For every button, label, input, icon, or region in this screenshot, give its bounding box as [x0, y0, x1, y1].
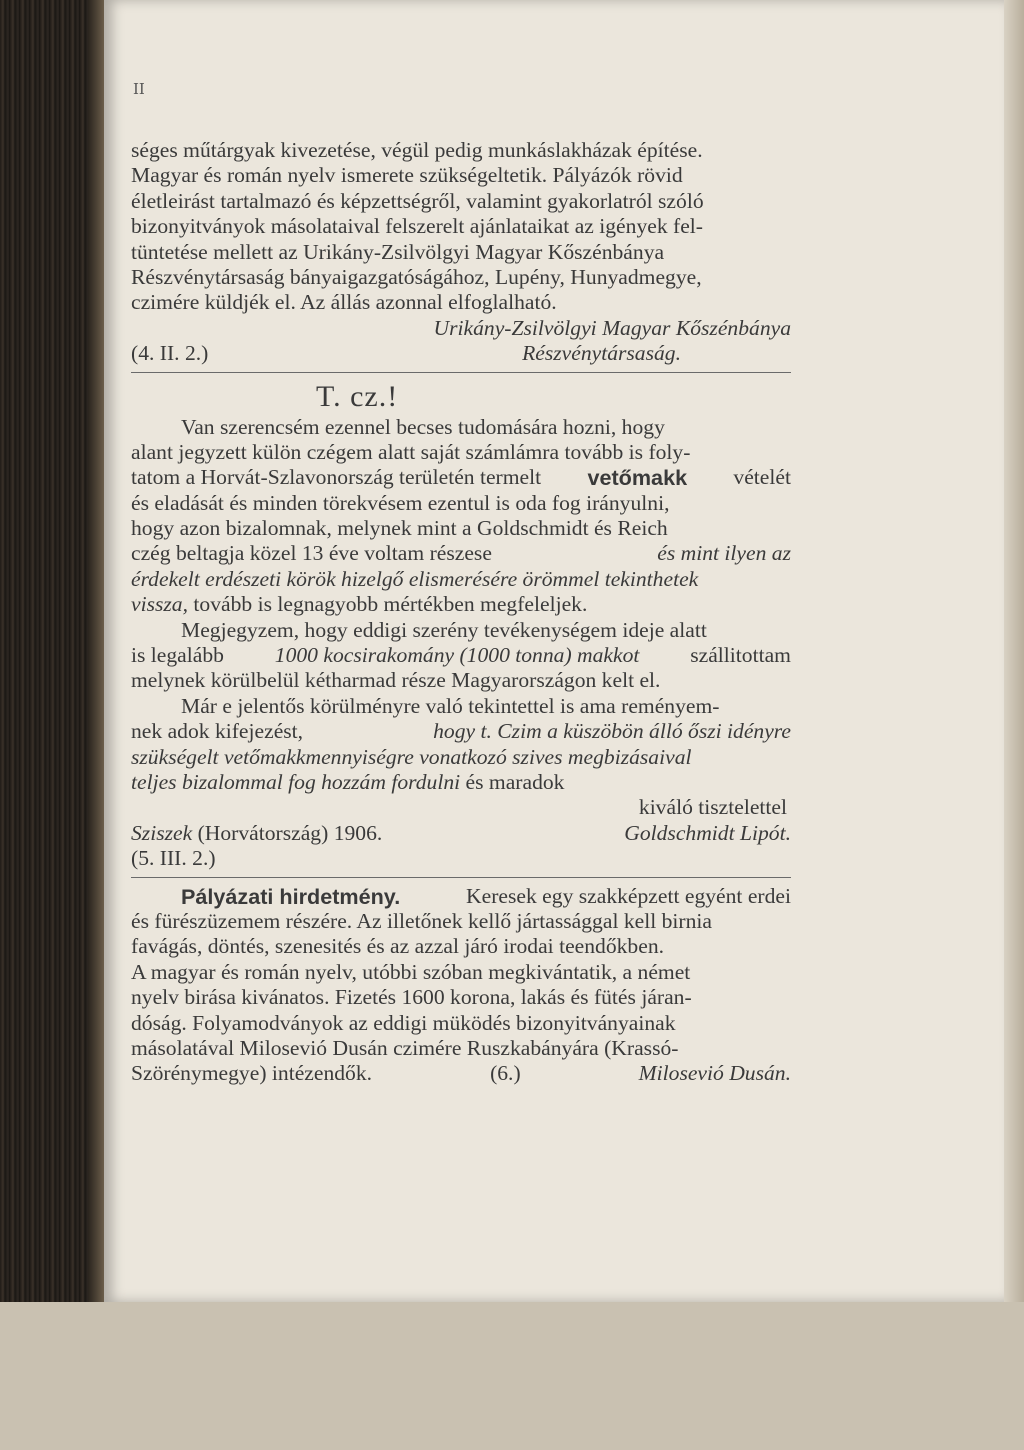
- text-line: [131, 465, 791, 490]
- heading: T. cz.!: [316, 379, 399, 413]
- text-span: szállitottam: [690, 643, 791, 668]
- divider: [131, 367, 791, 379]
- text-line: melynek körülbelül kétharmad része Magyarországon kelt el.: [131, 668, 661, 693]
- text-span: (Horvátország) 1906.: [197, 820, 383, 845]
- italic-text: hogy t. Czim a küszöbön álló őszi idényre: [433, 719, 791, 744]
- text-line: érdekelt erdészeti körök hizelgő elismerésére örömmel tekinthetek: [131, 566, 699, 591]
- text-line: [131, 592, 791, 617]
- place-line: [131, 821, 791, 846]
- text-line: és fürészüzemem részére. Az illetőnek kellő jártassággal kell birnia: [131, 908, 712, 933]
- signature: Részvénytársaság.: [522, 341, 681, 366]
- text-span: nek adok kifejezést,: [131, 719, 304, 744]
- text-line: és eladását és minden törekvésem ezentul is oda fog irányulni,: [131, 490, 670, 515]
- text-span: Szörénymegye) intézendők.: [131, 1061, 373, 1086]
- page-text: [131, 138, 791, 1087]
- italic-text: 1000 kocsirakomány (1000 tonna) makkot: [274, 643, 640, 668]
- place: [131, 821, 382, 846]
- text-line: [131, 643, 791, 668]
- italic-text: teljes bizalommal fog hozzám fordulni: [131, 769, 461, 794]
- italic-text: és mint ilyen az: [657, 541, 791, 566]
- date: (5. III. 2.): [131, 846, 216, 871]
- text-line: favágás, döntés, szenesités és az azzal járó irodai teendőkben.: [131, 934, 665, 959]
- text-line: szükségelt vetőmakkmennyiségre vonatkozó szives megbizásaival: [131, 744, 692, 769]
- text-line: czimére küldjék el. Az állás azonnal elfoglalható.: [131, 290, 557, 315]
- signature: Urikány-Zsilvölgyi Magyar Kőszénbánya: [433, 315, 791, 340]
- date-line: [131, 341, 791, 366]
- text-line: Megjegyzem, hogy eddigi szerény tevékenységem ideje alatt: [181, 617, 707, 642]
- text-span: czég beltagja közel 13 éve voltam részese: [131, 541, 492, 566]
- text-span: tatom a Horvát-Szlavonország területén termelt: [131, 465, 542, 490]
- scan-background: [0, 1302, 1024, 1450]
- text-line: [131, 884, 791, 909]
- text-span: vételét: [733, 465, 791, 490]
- text-line: nyelv birása kivánatos. Fizetés 1600 korona, lakás és fütés járan-: [131, 985, 692, 1010]
- page-number: II: [133, 80, 145, 98]
- italic-text: vissza,: [131, 592, 188, 617]
- text-line: [131, 1061, 791, 1086]
- text-span: tovább is legnagyobb mértékben megfeleljek.: [193, 592, 588, 617]
- text-line: [131, 719, 791, 744]
- signature: Milosevió Dusán.: [638, 1061, 791, 1086]
- spine-edge: [88, 0, 104, 1302]
- ad-goldschmidt: [131, 379, 791, 872]
- closing: kiváló tisztelettel: [638, 795, 787, 820]
- text-span: és maradok: [465, 769, 565, 794]
- signature: Goldschmidt Lipót.: [624, 820, 791, 845]
- text-line: bizonyitványok másolataival felszerelt ajánlataikat az igények fel-: [131, 214, 703, 239]
- text-line: [131, 541, 791, 566]
- text-line: Magyar és román nyelv ismerete szükségeltetik. Pályázók rövid: [131, 163, 683, 188]
- text-line: dóság. Folyamodványok az eddigi müködés bizonyitványainak: [131, 1010, 676, 1035]
- ad-urikany: [131, 138, 791, 367]
- text-span: (6.): [490, 1061, 521, 1086]
- bold-text: vetőmakk: [587, 465, 688, 491]
- divider: [131, 872, 791, 884]
- text-line: életleirást tartalmazó és képzettségről, valamint gyakorlatról szóló: [131, 188, 704, 213]
- text-line: [131, 770, 791, 795]
- text-line: alant jegyzett külön czégem alatt saját számlámra tovább is foly-: [131, 439, 691, 464]
- italic-text: Sziszek: [131, 820, 193, 845]
- ad-title: Pályázati hirdetmény.: [181, 883, 401, 909]
- text-line: hogy azon bizalomnak, melynek mint a Goldschmidt és Reich: [131, 516, 668, 541]
- text-line: Már e jelentős körülményre való tekintettel is ama reményem-: [181, 693, 720, 718]
- page-edge: [1004, 0, 1024, 1302]
- text-line: másolatával Milosevió Dusán czimére Ruszkabányára (Krassó-: [131, 1035, 679, 1060]
- text-span: is legalább: [131, 643, 224, 668]
- date: (4. II. 2.): [131, 341, 209, 366]
- text-line: Részvénytársaság bányaigazgatóságához, Lupény, Hunyadmegye,: [131, 264, 702, 289]
- ad-palyazati: [131, 884, 791, 1087]
- text-line: Van szerencsém ezennel becses tudomására hozni, hogy: [181, 414, 665, 439]
- text-span: Keresek egy szakképzett egyént erdei: [466, 883, 791, 908]
- text-line: tüntetése mellett az Urikány-Zsilvölgyi Magyar Kőszénbánya: [131, 239, 665, 264]
- text-line: séges műtárgyak kivezetése, végül pedig munkáslakházak építése.: [131, 138, 703, 162]
- text-line: A magyar és román nyelv, utóbbi szóban megkivántatik, a német: [131, 959, 691, 984]
